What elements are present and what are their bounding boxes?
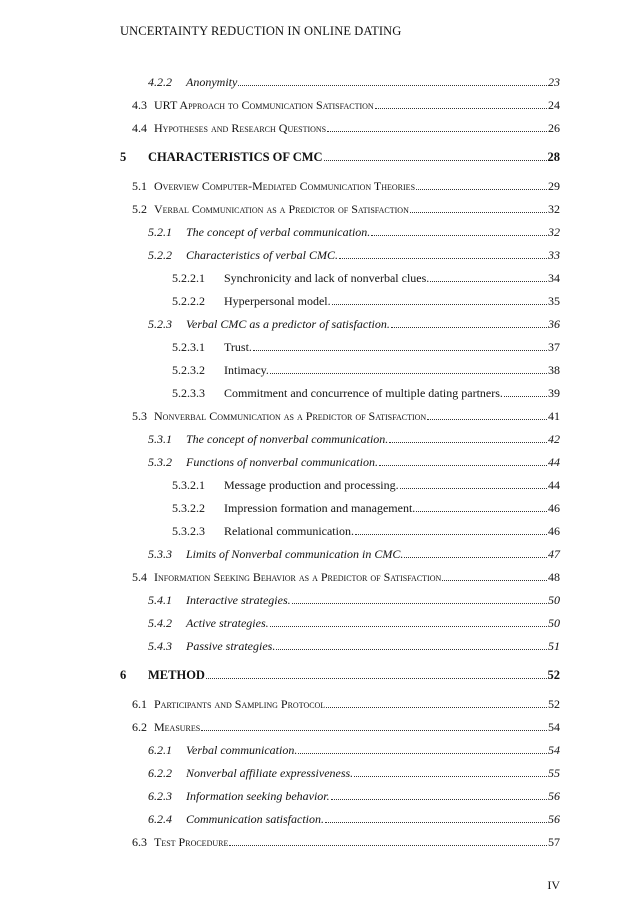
toc-entry-title: Synchronicity and lack of nonverbal clues. bbox=[224, 271, 430, 285]
toc-entry-title: Characteristics of verbal CMC. bbox=[186, 248, 338, 262]
dot-leader bbox=[253, 341, 547, 351]
toc-entry-title: Intimacy. bbox=[224, 363, 269, 377]
dot-leader bbox=[270, 617, 547, 627]
toc-entry-number: 5.2.3 bbox=[148, 317, 172, 331]
toc-entry-5-3-1[interactable] bbox=[148, 432, 560, 448]
toc-entry-title: Passive strategies. bbox=[186, 639, 276, 653]
toc-entry-page: 23 bbox=[548, 75, 560, 89]
dot-leader bbox=[324, 151, 547, 161]
toc-entry-title: Limits of Nonverbal communication in CMC. bbox=[186, 547, 404, 561]
dot-leader bbox=[276, 640, 547, 650]
toc-entry-page: 54 bbox=[548, 720, 560, 734]
toc-entry-title: Active strategies. bbox=[186, 616, 269, 630]
toc-entry-6[interactable] bbox=[120, 668, 560, 684]
toc-entry-number: 5.1 bbox=[132, 179, 147, 193]
toc-entry-5-2-3-2[interactable] bbox=[172, 363, 560, 379]
toc-entry-5-2-1[interactable] bbox=[148, 225, 560, 241]
toc-entry-title: Functions of nonverbal communication. bbox=[186, 455, 378, 469]
toc-entry-title: Information Seeking Behavior as a Predictor of Satisfaction bbox=[154, 570, 442, 584]
toc-entry-title: Message production and processing. bbox=[224, 478, 399, 492]
toc-entry-5-2-3[interactable] bbox=[148, 317, 560, 333]
dot-leader bbox=[270, 364, 547, 374]
dot-leader bbox=[331, 790, 547, 800]
toc-entry-number: 6.1 bbox=[132, 697, 147, 711]
toc-entry-page: 55 bbox=[548, 766, 560, 780]
toc-entry-6-2-4[interactable] bbox=[148, 812, 560, 828]
running-header: UNCERTAINTY REDUCTION IN ONLINE DATING bbox=[120, 24, 402, 38]
toc-entry-5-2-2-2[interactable] bbox=[172, 294, 560, 310]
toc-entry-page: 37 bbox=[548, 340, 560, 354]
toc-entry-5-2-2-1[interactable] bbox=[172, 271, 560, 287]
toc-entry-6-2[interactable] bbox=[132, 720, 560, 736]
toc-entry-number: 5.4.1 bbox=[148, 593, 172, 607]
toc-entry-5-3-2-3[interactable] bbox=[172, 524, 560, 540]
toc-entry-page: 29 bbox=[548, 179, 560, 193]
toc-entry-number: 4.4 bbox=[132, 121, 147, 135]
dot-leader bbox=[416, 502, 547, 512]
toc-entry-title: The concept of verbal communication. bbox=[186, 225, 371, 239]
toc-entry-page: 54 bbox=[548, 743, 560, 757]
toc-entry-5-2-2[interactable] bbox=[148, 248, 560, 264]
toc-entry-number: 5.3.1 bbox=[148, 432, 172, 446]
toc-entry-5-3-2-2[interactable] bbox=[172, 501, 560, 517]
toc-entry-5[interactable] bbox=[120, 150, 560, 166]
toc-entry-number: 5.4.3 bbox=[148, 639, 172, 653]
dot-leader bbox=[442, 571, 547, 581]
toc-entry-6-1[interactable] bbox=[132, 697, 560, 713]
toc-entry-5-3-3[interactable] bbox=[148, 547, 560, 563]
toc-entry-5-2-3-3[interactable] bbox=[172, 386, 560, 402]
toc-entry-page: 46 bbox=[548, 524, 560, 538]
toc-entry-5-2[interactable] bbox=[132, 202, 560, 218]
toc-entry-number: 5.2.2.1 bbox=[172, 271, 205, 285]
dot-leader bbox=[206, 669, 547, 679]
page-number: IV bbox=[547, 878, 560, 892]
toc-entry-number: 5.3.2.3 bbox=[172, 524, 205, 538]
toc-entry-title: Relational communication. bbox=[224, 524, 354, 538]
toc-entry-number: 5.4 bbox=[132, 570, 147, 584]
toc-entry-page: 28 bbox=[547, 150, 560, 164]
toc-entry-title: Communication satisfaction. bbox=[186, 812, 324, 826]
toc-entry-page: 44 bbox=[548, 478, 560, 492]
toc-entry-number: 5 bbox=[120, 150, 127, 164]
toc-entry-title: Verbal communication. bbox=[186, 743, 298, 757]
dot-leader bbox=[400, 479, 547, 489]
toc-entry-number: 5.4.2 bbox=[148, 616, 172, 630]
toc-entry-number: 6.2.2 bbox=[148, 766, 172, 780]
toc-entry-title: Verbal Communication as a Predictor of Satisfaction bbox=[154, 202, 409, 216]
toc-entry-page: 32 bbox=[548, 225, 560, 239]
toc-entry-title: Measures bbox=[154, 720, 201, 734]
toc-entry-4-4[interactable] bbox=[132, 121, 560, 137]
toc-entry-number: 5.2.3.3 bbox=[172, 386, 205, 400]
toc-entry-number: 4.3 bbox=[132, 98, 147, 112]
toc-entry-title: The concept of nonverbal communication. bbox=[186, 432, 389, 446]
toc-entry-title: Participants and Sampling Protocol bbox=[154, 697, 326, 711]
toc-entry-title: Overview Computer-Mediated Communication Theories bbox=[154, 179, 416, 193]
toc-entry-page: 56 bbox=[548, 789, 560, 803]
toc-entry-number: 6.3 bbox=[132, 835, 147, 849]
dot-leader bbox=[332, 295, 547, 305]
toc-entry-page: 36 bbox=[548, 317, 560, 331]
toc-entry-title: Hyperpersonal model. bbox=[224, 294, 331, 308]
dot-leader bbox=[389, 433, 547, 443]
toc-entry-number: 5.2 bbox=[132, 202, 147, 216]
dot-leader bbox=[325, 813, 547, 823]
dot-leader bbox=[298, 744, 547, 754]
toc-entry-page: 24 bbox=[548, 98, 560, 112]
toc-entry-page: 51 bbox=[548, 639, 560, 653]
toc-entry-title: Information seeking behavior. bbox=[186, 789, 330, 803]
dot-leader bbox=[339, 249, 547, 259]
dot-leader bbox=[327, 122, 547, 132]
toc-entry-number: 5.2.3.2 bbox=[172, 363, 205, 377]
toc-entry-number: 5.3.2 bbox=[148, 455, 172, 469]
toc-entry-page: 56 bbox=[548, 812, 560, 826]
toc-entry-6-2-1[interactable] bbox=[148, 743, 560, 759]
toc-entry-number: 6.2.1 bbox=[148, 743, 172, 757]
toc-entry-number: 5.2.1 bbox=[148, 225, 172, 239]
toc-entry-page: 26 bbox=[548, 121, 560, 135]
toc-entry-page: 34 bbox=[548, 271, 560, 285]
toc-entry-page: 52 bbox=[548, 697, 560, 711]
dot-leader bbox=[416, 180, 547, 190]
toc-entry-page: 50 bbox=[548, 593, 560, 607]
toc-entry-title: CHARACTERISTICS OF CMC bbox=[148, 150, 323, 164]
toc-entry-5-4[interactable] bbox=[132, 570, 560, 586]
toc-entry-number: 6 bbox=[120, 668, 127, 682]
toc-entry-number: 5.2.2 bbox=[148, 248, 172, 262]
dot-leader bbox=[404, 548, 547, 558]
toc-entry-number: 5.3.2.1 bbox=[172, 478, 205, 492]
toc-entry-title: Interactive strategies. bbox=[186, 593, 291, 607]
toc-entry-5-4-3[interactable] bbox=[148, 639, 560, 655]
toc-entry-page: 48 bbox=[548, 570, 560, 584]
toc-entry-5-4-1[interactable] bbox=[148, 593, 560, 609]
toc-entry-title: Nonverbal affiliate expressiveness. bbox=[186, 766, 354, 780]
toc-entry-6-3[interactable] bbox=[132, 835, 560, 851]
dot-leader bbox=[371, 226, 547, 236]
toc-entry-number: 6.2.4 bbox=[148, 812, 172, 826]
toc-entry-title: Impression formation and management. bbox=[224, 501, 416, 515]
toc-entry-page: 47 bbox=[548, 547, 560, 561]
toc-entry-title: Nonverbal Communication as a Predictor of Satisfaction bbox=[154, 409, 427, 423]
toc-entry-number: 4.2.2 bbox=[148, 75, 172, 89]
toc-entry-5-3-2-1[interactable] bbox=[172, 478, 560, 494]
dot-leader bbox=[354, 767, 547, 777]
toc-entry-5-2-3-1[interactable] bbox=[172, 340, 560, 356]
toc-entry-page: 44 bbox=[548, 455, 560, 469]
toc-entry-6-2-2[interactable] bbox=[148, 766, 560, 782]
toc-entry-5-3-2[interactable] bbox=[148, 455, 560, 471]
toc-entry-page: 57 bbox=[548, 835, 560, 849]
toc-entry-title: Commitment and concurrence of multiple dating partners. bbox=[224, 386, 503, 400]
toc-entry-5-4-2[interactable] bbox=[148, 616, 560, 632]
dot-leader bbox=[238, 76, 547, 86]
toc-entry-page: 46 bbox=[548, 501, 560, 515]
toc-entry-title: URT Approach to Communication Satisfaction bbox=[154, 98, 374, 112]
dot-leader bbox=[201, 721, 547, 731]
toc-entry-4-2-2[interactable] bbox=[148, 75, 560, 91]
dot-leader bbox=[292, 594, 547, 604]
dot-leader bbox=[379, 456, 547, 466]
toc-entry-title: Hypotheses and Research Questions bbox=[154, 121, 327, 135]
toc-entry-page: 38 bbox=[548, 363, 560, 377]
toc-entry-number: 5.3.3 bbox=[148, 547, 172, 561]
dot-leader bbox=[410, 203, 547, 213]
dot-leader bbox=[375, 99, 547, 109]
toc-entry-4-3[interactable] bbox=[132, 98, 560, 114]
toc-entry-number: 5.3 bbox=[132, 409, 147, 423]
toc-entry-page: 52 bbox=[547, 668, 560, 682]
dot-leader bbox=[427, 410, 547, 420]
toc-entry-page: 33 bbox=[548, 248, 560, 262]
toc-entry-page: 50 bbox=[548, 616, 560, 630]
toc-entry-page: 35 bbox=[548, 294, 560, 308]
toc-entry-number: 5.3.2.2 bbox=[172, 501, 205, 515]
toc-entry-page: 41 bbox=[548, 409, 560, 423]
toc-entry-title: Anonymity bbox=[186, 75, 238, 89]
toc-entry-number: 6.2.3 bbox=[148, 789, 172, 803]
toc-entry-title: METHOD bbox=[148, 668, 205, 682]
toc-entry-page: 42 bbox=[548, 432, 560, 446]
toc-entry-5-1[interactable] bbox=[132, 179, 560, 195]
toc-entry-number: 6.2 bbox=[132, 720, 147, 734]
toc-entry-5-3[interactable] bbox=[132, 409, 560, 425]
dot-leader bbox=[229, 836, 547, 846]
toc-entry-title: Trust. bbox=[224, 340, 252, 354]
toc-entry-title: Verbal CMC as a predictor of satisfaction. bbox=[186, 317, 390, 331]
dot-leader bbox=[355, 525, 547, 535]
toc-entry-page: 39 bbox=[548, 386, 560, 400]
toc-entry-title: Test Procedure bbox=[154, 835, 229, 849]
dot-leader bbox=[504, 387, 547, 397]
dot-leader bbox=[430, 272, 547, 282]
dot-leader bbox=[326, 698, 547, 708]
toc-entry-number: 5.2.3.1 bbox=[172, 340, 205, 354]
toc-entry-6-2-3[interactable] bbox=[148, 789, 560, 805]
toc-entry-number: 5.2.2.2 bbox=[172, 294, 205, 308]
dot-leader bbox=[391, 318, 547, 328]
toc-entry-page: 32 bbox=[548, 202, 560, 216]
